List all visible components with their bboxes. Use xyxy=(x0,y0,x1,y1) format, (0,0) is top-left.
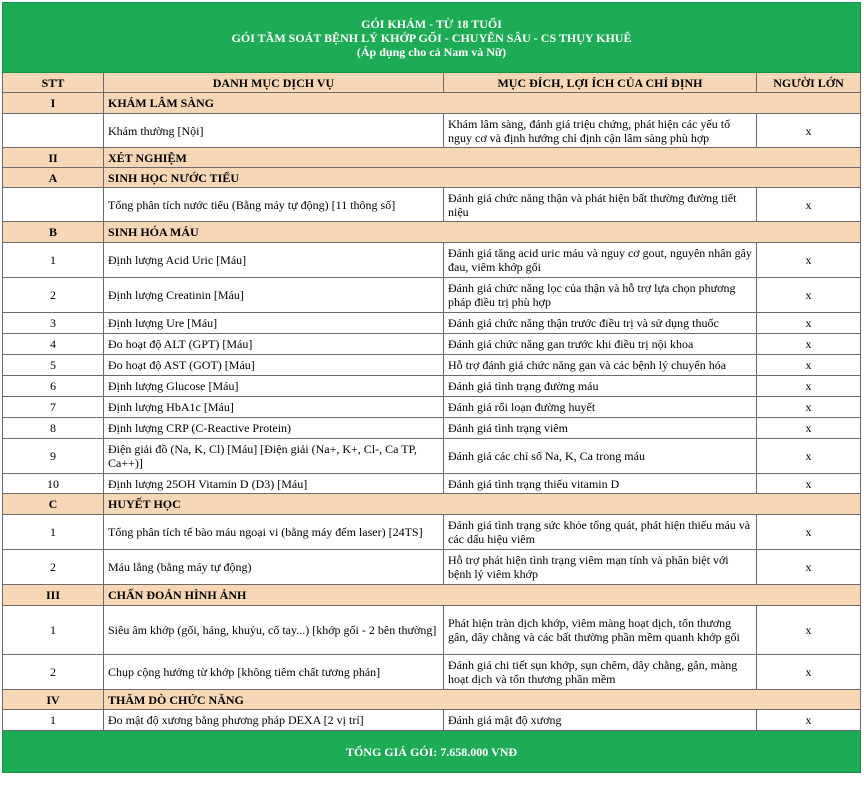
row-number: 4 xyxy=(3,334,104,355)
row-number: 7 xyxy=(3,397,104,418)
service-row xyxy=(3,376,861,397)
service-name: Khám thường [Nội] xyxy=(104,114,444,148)
row-number xyxy=(3,114,104,148)
section-title: SINH HÓA MÁU xyxy=(104,222,861,243)
service-row xyxy=(3,278,861,313)
adult-check-mark: x xyxy=(757,550,861,585)
row-number: 9 xyxy=(3,439,104,474)
service-purpose: Đánh giá chức năng thận và phát hiện bất thường đường tiết niệu xyxy=(444,188,757,222)
adult-check-mark: x xyxy=(757,439,861,474)
service-row xyxy=(3,606,861,655)
service-row xyxy=(3,397,861,418)
service-name: Định lượng Creatinin [Máu] xyxy=(104,278,444,313)
section-number: I xyxy=(3,93,104,114)
service-purpose: Đánh giá chức năng lọc của thận và hỗ trợ lựa chọn phương pháp điều trị phù hợp xyxy=(444,278,757,313)
service-purpose: Đánh giá tình trạng đường máu xyxy=(444,376,757,397)
service-row xyxy=(3,334,861,355)
service-purpose: Đánh giá mật độ xương xyxy=(444,710,757,731)
package-title-banner xyxy=(3,3,861,73)
title-line-package: GÓI TẦM SOÁT BỆNH LÝ KHỚP GỐI - CHUYÊN SÂU - CS THỤY KHUÊ xyxy=(231,30,632,45)
service-purpose: Đánh giá các chỉ số Na, K, Ca trong máu xyxy=(444,439,757,474)
service-row xyxy=(3,710,861,731)
total-row xyxy=(3,731,861,773)
row-number: 3 xyxy=(3,313,104,334)
service-row xyxy=(3,655,861,690)
service-name: Tổng phân tích nước tiểu (Bằng máy tự động) [11 thông số] xyxy=(104,188,444,222)
total-price: TỔNG GIÁ GÓI: 7.658.000 VNĐ xyxy=(3,731,861,773)
row-number: 1 xyxy=(3,710,104,731)
section-header-row xyxy=(3,494,861,515)
service-name: Đo hoạt độ ALT (GPT) [Máu] xyxy=(104,334,444,355)
service-name: Định lượng Acid Uric [Máu] xyxy=(104,243,444,278)
section-title: CHẨN ĐOÁN HÌNH ẢNH xyxy=(104,585,861,606)
section-number: C xyxy=(3,494,104,515)
service-purpose: Hỗ trợ phát hiện tình trạng viêm mạn tính và phân biệt với bệnh lý viêm khớp xyxy=(444,550,757,585)
adult-check-mark: x xyxy=(757,114,861,148)
adult-check-mark: x xyxy=(757,334,861,355)
section-header-row xyxy=(3,222,861,243)
section-number: IV xyxy=(3,690,104,710)
service-name: Tổng phân tích tế bào máu ngoại vi (bằng máy đếm laser) [24TS] xyxy=(104,515,444,550)
adult-check-mark: x xyxy=(757,313,861,334)
row-number: 1 xyxy=(3,515,104,550)
adult-check-mark: x xyxy=(757,278,861,313)
adult-check-mark: x xyxy=(757,655,861,690)
row-number: 10 xyxy=(3,474,104,494)
column-header-purpose: MỤC ĐÍCH, LỢI ÍCH CỦA CHỈ ĐỊNH xyxy=(444,73,757,93)
row-number: 6 xyxy=(3,376,104,397)
section-number: A xyxy=(3,168,104,188)
service-row xyxy=(3,515,861,550)
service-name: Định lượng 25OH Vitamin D (D3) [Máu] xyxy=(104,474,444,494)
row-number: 8 xyxy=(3,418,104,439)
section-title: HUYẾT HỌC xyxy=(104,494,861,515)
service-name: Siêu âm khớp (gối, háng, khuỷu, cổ tay...) [khớp gối - 2 bên thường] xyxy=(104,606,444,655)
service-purpose: Đánh giá tăng acid uric máu và nguy cơ gout, nguyên nhân gây đau, viêm khớp gối xyxy=(444,243,757,278)
service-row xyxy=(3,474,861,494)
column-header-adult: NGƯỜI LỚN xyxy=(757,73,861,93)
row-number xyxy=(3,188,104,222)
section-title: THĂM DÒ CHỨC NĂNG xyxy=(104,690,861,710)
column-header-service: DANH MỤC DỊCH VỤ xyxy=(104,73,444,93)
adult-check-mark: x xyxy=(757,243,861,278)
service-purpose: Đánh giá rối loạn đường huyết xyxy=(444,397,757,418)
row-number: 1 xyxy=(3,243,104,278)
section-title: SINH HỌC NƯỚC TIỂU xyxy=(104,168,861,188)
service-name: Đo mật độ xương bằng phương pháp DEXA [2 vị trí] xyxy=(104,710,444,731)
section-title: KHÁM LÂM SÀNG xyxy=(104,93,861,114)
adult-check-mark: x xyxy=(757,376,861,397)
service-purpose: Đánh giá chức năng gan trước khi điều trị nội khoa xyxy=(444,334,757,355)
service-purpose: Hỗ trợ đánh giá chức năng gan và các bệnh lý chuyển hóa xyxy=(444,355,757,376)
service-row xyxy=(3,550,861,585)
service-name: Máu lắng (bằng máy tự động) xyxy=(104,550,444,585)
row-number: 2 xyxy=(3,278,104,313)
section-header-row xyxy=(3,585,861,606)
row-number: 1 xyxy=(3,606,104,655)
adult-check-mark: x xyxy=(757,355,861,376)
service-row xyxy=(3,313,861,334)
service-name: Định lượng HbA1c [Máu] xyxy=(104,397,444,418)
service-purpose: Đánh giá tình trạng sức khỏe tổng quát, phát hiện thiếu máu và các dấu hiệu viêm xyxy=(444,515,757,550)
service-purpose: Khám lâm sàng, đánh giá triệu chứng, phát hiện các yếu tố nguy cơ và định hướng chỉ định cận lâm sàng phù hợp xyxy=(444,114,757,148)
section-header-row xyxy=(3,93,861,114)
adult-check-mark: x xyxy=(757,710,861,731)
service-purpose: Đánh giá tình trạng thiếu vitamin D xyxy=(444,474,757,494)
service-purpose: Đánh giá chi tiết sụn khớp, sụn chêm, dây chằng, gân, màng hoạt dịch và tổn thương phần mềm xyxy=(444,655,757,690)
row-number: 2 xyxy=(3,655,104,690)
price-package-table xyxy=(2,2,861,773)
service-name: Điện giải đồ (Na, K, Cl) [Máu] [Điện giải (Na+, K+, Cl-, Ca TP, Ca++)] xyxy=(104,439,444,474)
adult-check-mark: x xyxy=(757,606,861,655)
service-row xyxy=(3,355,861,376)
service-row xyxy=(3,114,861,148)
adult-check-mark: x xyxy=(757,515,861,550)
service-purpose: Phát hiện tràn dịch khớp, viêm màng hoạt dịch, tổn thương gân, dây chằng và các bất thường phần mềm quanh khớp gối xyxy=(444,606,757,655)
service-name: Đo hoạt độ AST (GOT) [Máu] xyxy=(104,355,444,376)
service-name: Định lượng Glucose [Máu] xyxy=(104,376,444,397)
row-number: 5 xyxy=(3,355,104,376)
row-number: 2 xyxy=(3,550,104,585)
section-header-row xyxy=(3,690,861,710)
section-number: B xyxy=(3,222,104,243)
section-number: III xyxy=(3,585,104,606)
adult-check-mark: x xyxy=(757,418,861,439)
service-name: Chụp cộng hưởng từ khớp [không tiêm chất tương phản] xyxy=(104,655,444,690)
service-name: Định lượng Ure [Máu] xyxy=(104,313,444,334)
adult-check-mark: x xyxy=(757,188,861,222)
column-header-row xyxy=(3,73,861,93)
section-header-row xyxy=(3,148,861,168)
column-header-stt: STT xyxy=(3,73,104,93)
title-line-age: GÓI KHÁM - TỪ 18 TUỔI xyxy=(361,16,502,31)
section-header-row xyxy=(3,168,861,188)
service-purpose: Đánh giá tình trạng viêm xyxy=(444,418,757,439)
service-row xyxy=(3,243,861,278)
service-row xyxy=(3,418,861,439)
service-row xyxy=(3,439,861,474)
adult-check-mark: x xyxy=(757,397,861,418)
service-purpose: Đánh giá chức năng thận trước điều trị và sử dụng thuốc xyxy=(444,313,757,334)
adult-check-mark: x xyxy=(757,474,861,494)
title-line-scope: (Áp dụng cho cả Nam và Nữ) xyxy=(356,44,507,59)
service-row xyxy=(3,188,861,222)
section-number: II xyxy=(3,148,104,168)
section-title: XÉT NGHIỆM xyxy=(104,148,861,168)
service-name: Định lượng CRP (C-Reactive Protein) xyxy=(104,418,444,439)
